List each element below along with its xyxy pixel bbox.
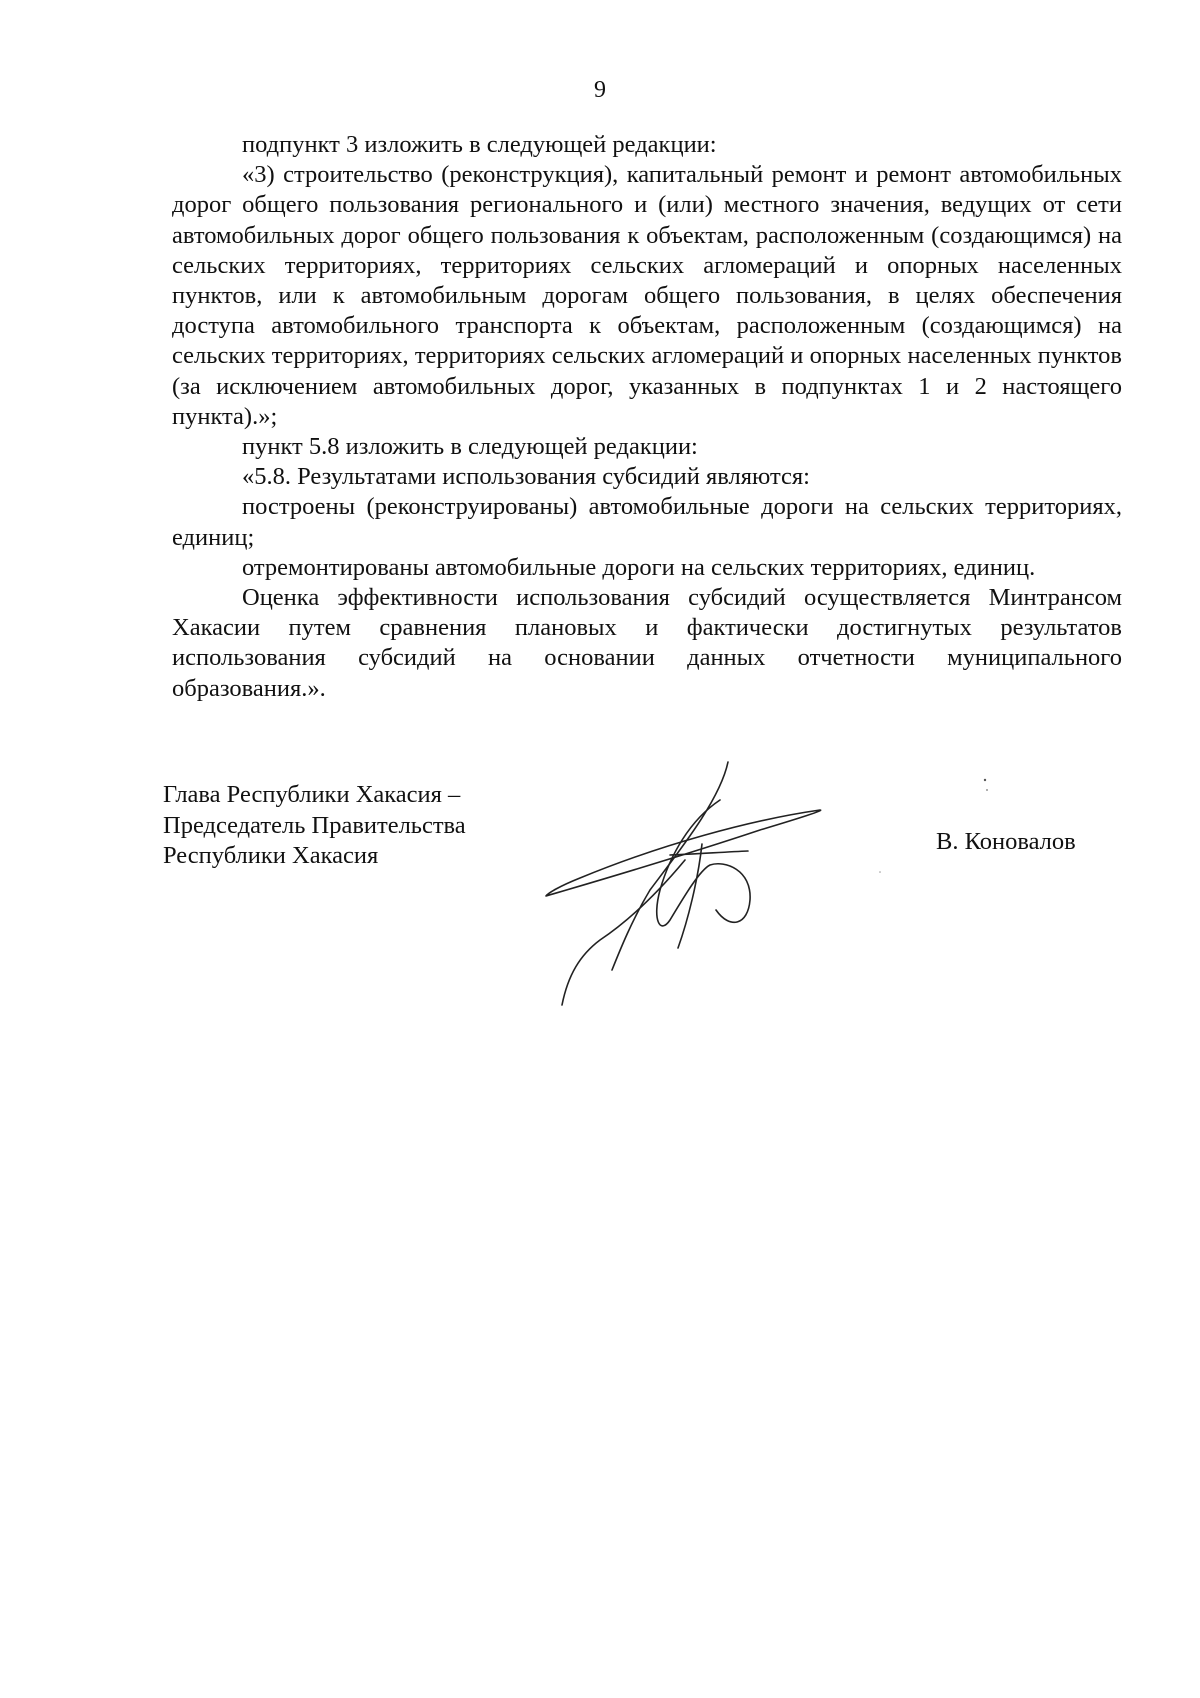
paragraph-subitem-3-intro: подпункт 3 изложить в следующей редакции:: [242, 131, 717, 158]
signatory-title-line-2: Председатель Правительства: [163, 811, 466, 839]
signature-stroke-vertical: [612, 762, 728, 970]
scan-speck: [984, 779, 986, 781]
signature-stroke-main-swoop: [546, 810, 821, 896]
signature-stroke-tail: [678, 844, 702, 948]
signer-name: В. Коновалов: [936, 828, 1076, 855]
signature-stroke-lower-curve: [562, 860, 685, 1005]
signature-stroke-cross: [670, 851, 748, 855]
page-number: 9: [594, 77, 606, 103]
signatory-title: [163, 780, 466, 872]
scan-speck: [879, 871, 881, 873]
paragraph-item-5-8-intro: пункт 5.8 изложить в следующей редакции:: [242, 433, 698, 461]
signatory-title-line-1: Глава Республики Хакасия –: [163, 781, 461, 808]
handwritten-signature: [520, 760, 860, 1010]
document-body: [172, 130, 1122, 704]
paragraph-result-built: построены (реконструированы) автомобильные дороги на сельских территориях, единиц;: [172, 493, 1122, 551]
paragraph-item-5-8-heading: «5.8. Результатами использования субсидий являются:: [242, 463, 810, 491]
paragraph-evaluation: Оценка эффективности использования субсидий осуществляется Минтрансом Хакасии путем сравнения плановых и фактически достигнутых результатов использования субсидий на основании данных отчетности муниципального образования.».: [172, 584, 1122, 702]
scan-speck: [986, 789, 988, 791]
paragraph-subitem-3-text: «3) строительство (реконструкция), капитальный ремонт и ремонт автомобильных дорог общего пользования регионального и (или) местного значения, ведущих от сети автомобильных дорог общего пользования к объектам, расположенным (создающимся) на сельских территориях, территориях сельских агломераций и опорных населенных пунктов, или к автомобильным дорогам общего пользования, в целях обеспечения доступа автомобильного транспорта к объектам, расположенным (создающимся) на сельских территориях, территориях сельских агломераций и опорных населенных пунктов (за исключением автомобильных дорог, указанных в подпунктах 1 и 2 настоящего пункта).»;: [172, 161, 1122, 430]
signatory-title-line-3: Республики Хакасия: [163, 842, 379, 869]
paragraph-result-repaired: отремонтированы автомобильные дороги на сельских территориях, единиц.: [242, 553, 1036, 581]
